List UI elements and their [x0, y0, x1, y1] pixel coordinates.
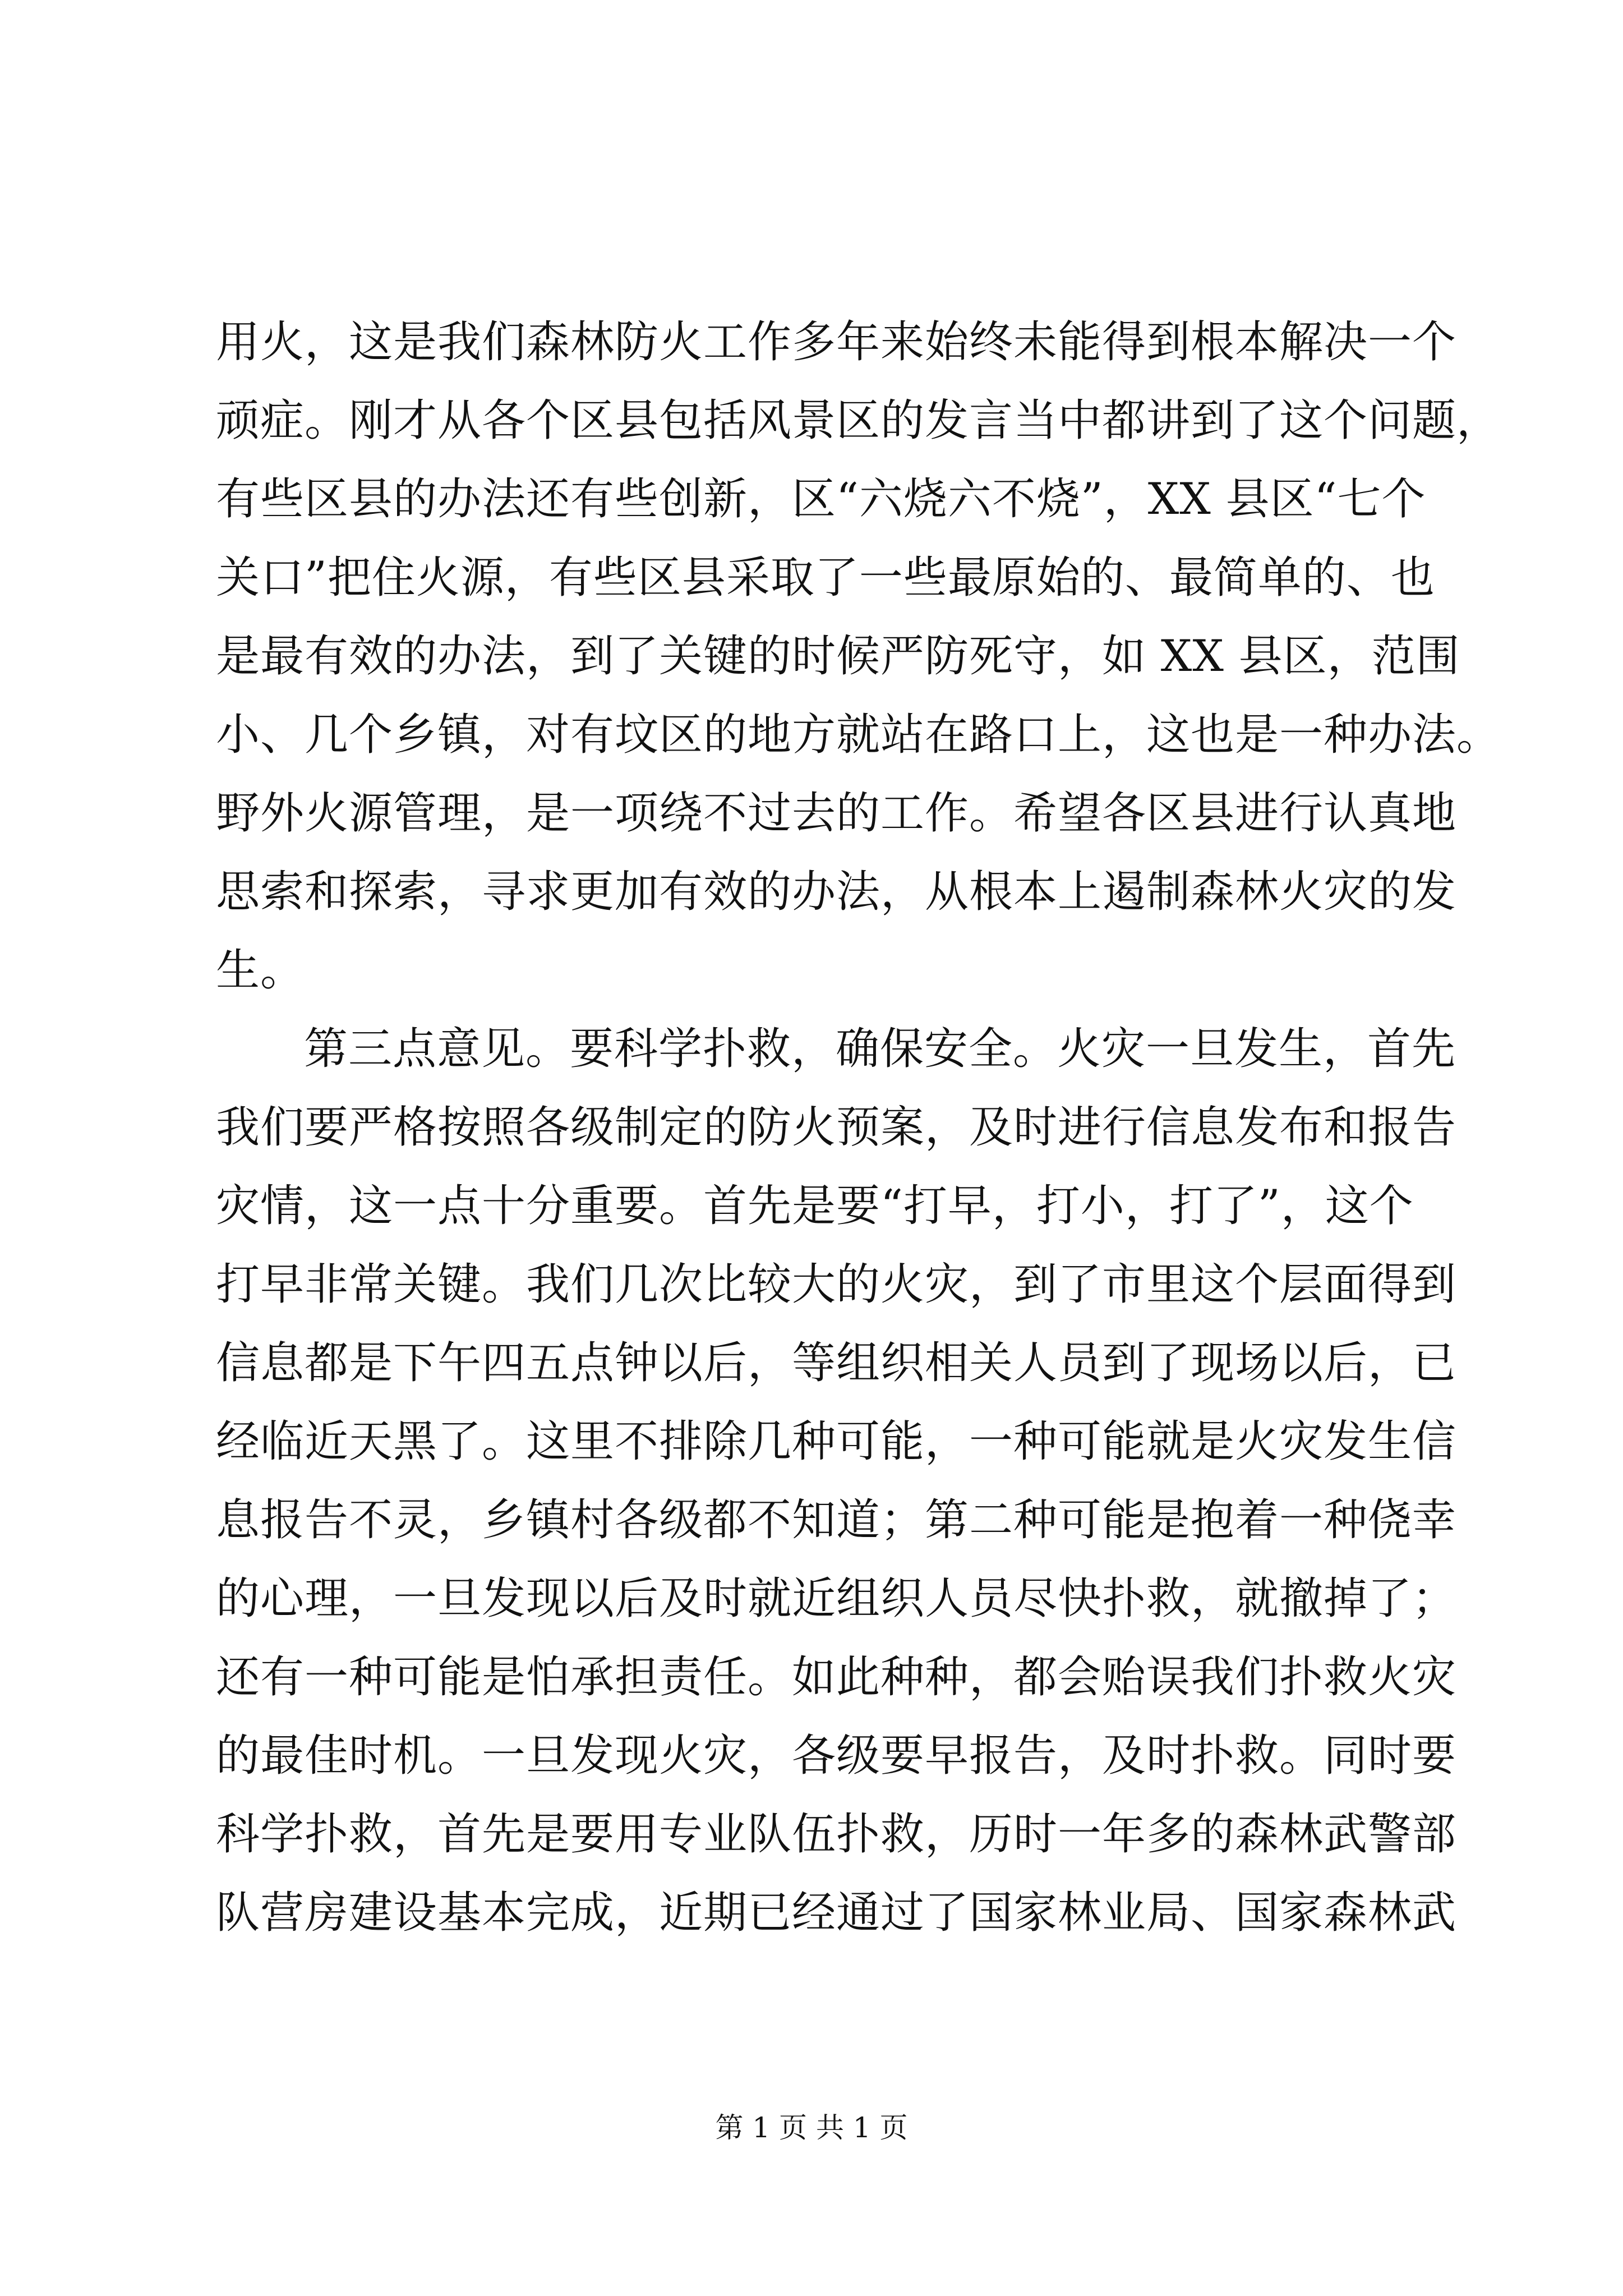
- text-line: 打早非常关键。我们几次比较大的火灾，到了市里这个层面得到: [216, 1259, 1457, 1310]
- text-line: 我们要严格按照各级制定的防火预案，及时进行信息发布和报告: [216, 1102, 1457, 1153]
- page-number: 第 1 页 共 1 页: [715, 2111, 908, 2144]
- text-line: 顽症。刚才从各个区县包括风景区的发言当中都讲到了这个问题，: [216, 395, 1501, 446]
- text-line: 的心理，一旦发现以后及时就近组织人员尽快扑救，就撤掉了；: [216, 1573, 1457, 1624]
- text-line: 信息都是下午四五点钟以后，等组织相关人员到了现场以后，已: [216, 1338, 1457, 1388]
- text-line: 小、几个乡镇，对有坟区的地方就站在路口上，这也是一种办法。: [216, 710, 1501, 760]
- text-line: 的最佳时机。一旦发现火灾，各级要早报告，及时扑救。同时要: [216, 1731, 1457, 1781]
- text-line: 灾情，这一点十分重要。首先是要“打早，打小，打了”，这个: [216, 1181, 1414, 1231]
- text-line: 生。: [216, 945, 305, 996]
- text-line: 经临近天黑了。这里不排除几种可能，一种可能就是火灾发生信: [216, 1416, 1457, 1467]
- text-line: 有些区县的办法还有些创新，区“六烧六不烧”，XX 县区“七个: [216, 474, 1426, 524]
- text-line: 息报告不灵，乡镇村各级都不知道；第二种可能是抱着一种侥幸: [216, 1495, 1457, 1545]
- text-line: 野外火源管理，是一项绕不过去的工作。希望各区县进行认真地: [216, 788, 1457, 839]
- page-footer: [0, 2108, 1623, 2147]
- text-line: 还有一种可能是怕承担责任。如此种种，都会贻误我们扑救火灾: [216, 1652, 1457, 1703]
- paragraph-start-line: 第三点意见。要科学扑救，确保安全。火灾一旦发生，首先: [304, 1024, 1456, 1074]
- text-line: 关口”把住火源，有些区县采取了一些最原始的、最简单的、也: [216, 553, 1435, 603]
- text-line: 队营房建设基本完成，近期已经通过了国家林业局、国家森林武: [216, 1888, 1457, 1938]
- text-line: 科学扑救，首先是要用专业队伍扑救，历时一年多的森林武警部: [216, 1809, 1457, 1860]
- body-text: [216, 303, 1501, 1952]
- text-line: 思索和探索，寻求更加有效的办法，从根本上遏制森林火灾的发: [216, 867, 1457, 917]
- text-line: 是最有效的办法，到了关键的时候严防死守，如 XX 县区，范围: [216, 631, 1460, 682]
- text-line: 用火，这是我们森林防火工作多年来始终未能得到根本解决一个: [216, 317, 1457, 367]
